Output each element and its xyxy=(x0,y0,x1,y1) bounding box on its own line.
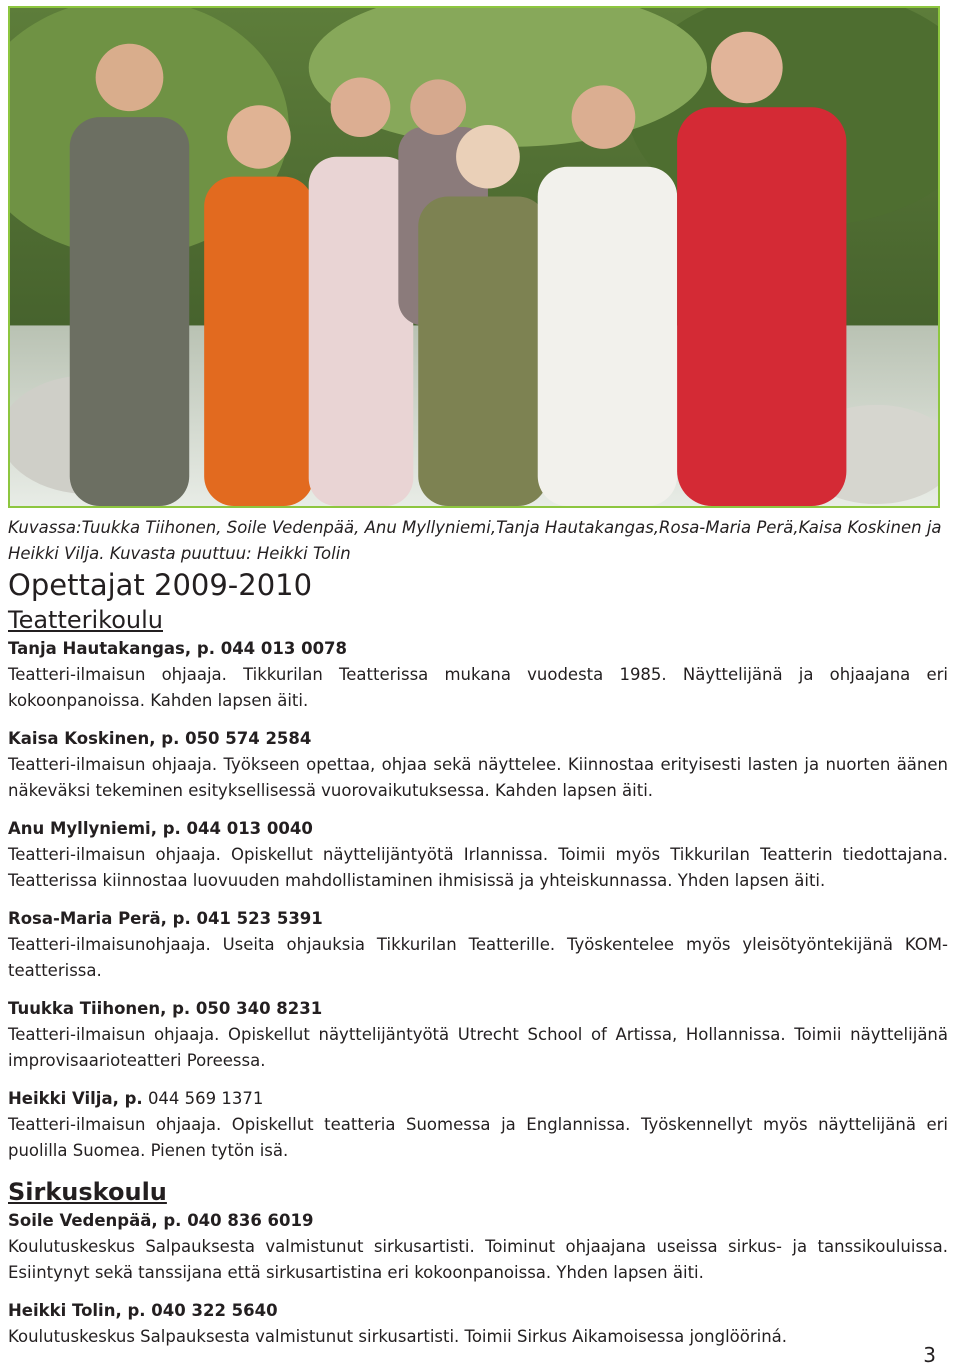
photo-caption: Kuvassa:Tuukka Tiihonen, Soile Vedenpää, Anu Myllyniemi,Tanja Hautakangas,Rosa-Maria Perä,Kaisa Koskinen ja Heikki Vilja. Kuvasta puuttuu: Heikki Tolin xyxy=(8,518,942,563)
group-photo xyxy=(8,6,940,508)
teacher-name: Tuukka Tiihonen, p. 050 340 8231 xyxy=(8,999,323,1018)
page-title: Opettajat 2009-2010 xyxy=(8,568,313,602)
content xyxy=(8,566,948,1362)
teacher-description: Teatteri-ilmaisun ohjaaja. Työkseen opettaa, ohjaa sekä näyttelee. Kiinnostaa erityisesti lasten ja nuorten äänen näkeväksi tekeminen esityksellisessä vuorovaikutuksessa. Kahden lapsen äiti. xyxy=(8,755,948,800)
teacher-name: Tanja Hautakangas, p. 044 013 0078 xyxy=(8,639,348,658)
teacher-description: Teatteri-ilmaisun ohjaaja. Opiskellut näyttelijäntyötä Irlannissa. Toimii myös Tikkurilan Teatterin tiedottajana. Teatterissa kiinnostaa luovuuden mahdollistaminen ihmisissä ja yhteiskunnassa. Yhden lapsen äiti. xyxy=(8,845,948,890)
teacher-description: Teatteri-ilmaisun ohjaaja. Opiskellut näyttelijäntyötä Utrecht School of Artissa, Hollannissa. Toimii näyttelijänä improvisaarioteatteri Poreessa. xyxy=(8,1025,948,1070)
teacher-description: Teatteri-ilmaisun ohjaaja. Tikkurilan Teatterissa mukana vuodesta 1985. Näyttelijänä ja ohjaajana eri kokoonpanoissa. Kahden lapsen äiti. xyxy=(8,665,948,710)
section-title-teatterikoulu: Teatterikoulu xyxy=(8,606,163,634)
teacher-name: Rosa-Maria Perä, p. 041 523 5391 xyxy=(8,909,323,928)
teacher-entry xyxy=(8,996,948,1074)
teacher-description: Koulutuskeskus Salpauksesta valmistunut sirkusartisti. Toimii Sirkus Aikamoisessa jonglööriná. xyxy=(8,1327,788,1346)
teacher-name: Kaisa Koskinen, p. 050 574 2584 xyxy=(8,729,312,748)
teacher-entry xyxy=(8,1208,948,1286)
teacher-description: Teatteri-ilmaisunohjaaja. Useita ohjauksia Tikkurilan Teatterille. Työskentelee myös yleisötyöntekijänä KOM-teatterissa. xyxy=(8,935,948,980)
teacher-entry xyxy=(8,1298,948,1350)
page-number: 3 xyxy=(923,1343,936,1367)
teacher-name: Anu Myllyniemi, p. 044 013 0040 xyxy=(8,819,313,838)
group-photo-illustration xyxy=(10,8,938,506)
teacher-entry xyxy=(8,726,948,804)
teacher-entry xyxy=(8,906,948,984)
teacher-name: Heikki Vilja, p. xyxy=(8,1089,143,1108)
teacher-entry xyxy=(8,816,948,894)
teacher-phone: 044 569 1371 xyxy=(147,1089,264,1108)
teacher-entry xyxy=(8,1086,948,1164)
teacher-name: Soile Vedenpää, p. 040 836 6019 xyxy=(8,1211,314,1230)
teacher-name: Heikki Tolin, p. 040 322 5640 xyxy=(8,1301,278,1320)
teacher-description: Teatteri-ilmaisun ohjaaja. Opiskellut teatteria Suomessa ja Englannissa. Työskennellyt myös näyttelijänä eri puolilla Suomea. Pienen tytön isä. xyxy=(8,1115,948,1160)
section-title-sirkuskoulu: Sirkuskoulu xyxy=(8,1178,167,1206)
teacher-description: Koulutuskeskus Salpauksesta valmistunut sirkusartisti. Toiminut ohjaajana useissa sirkus- ja tanssikouluissa. Esiintynyt sekä tanssijana että sirkusartistina eri kokoonpanoissa. Yhden lapsen äiti. xyxy=(8,1237,948,1282)
teacher-name-line xyxy=(8,1086,948,1112)
teacher-entry xyxy=(8,636,948,714)
